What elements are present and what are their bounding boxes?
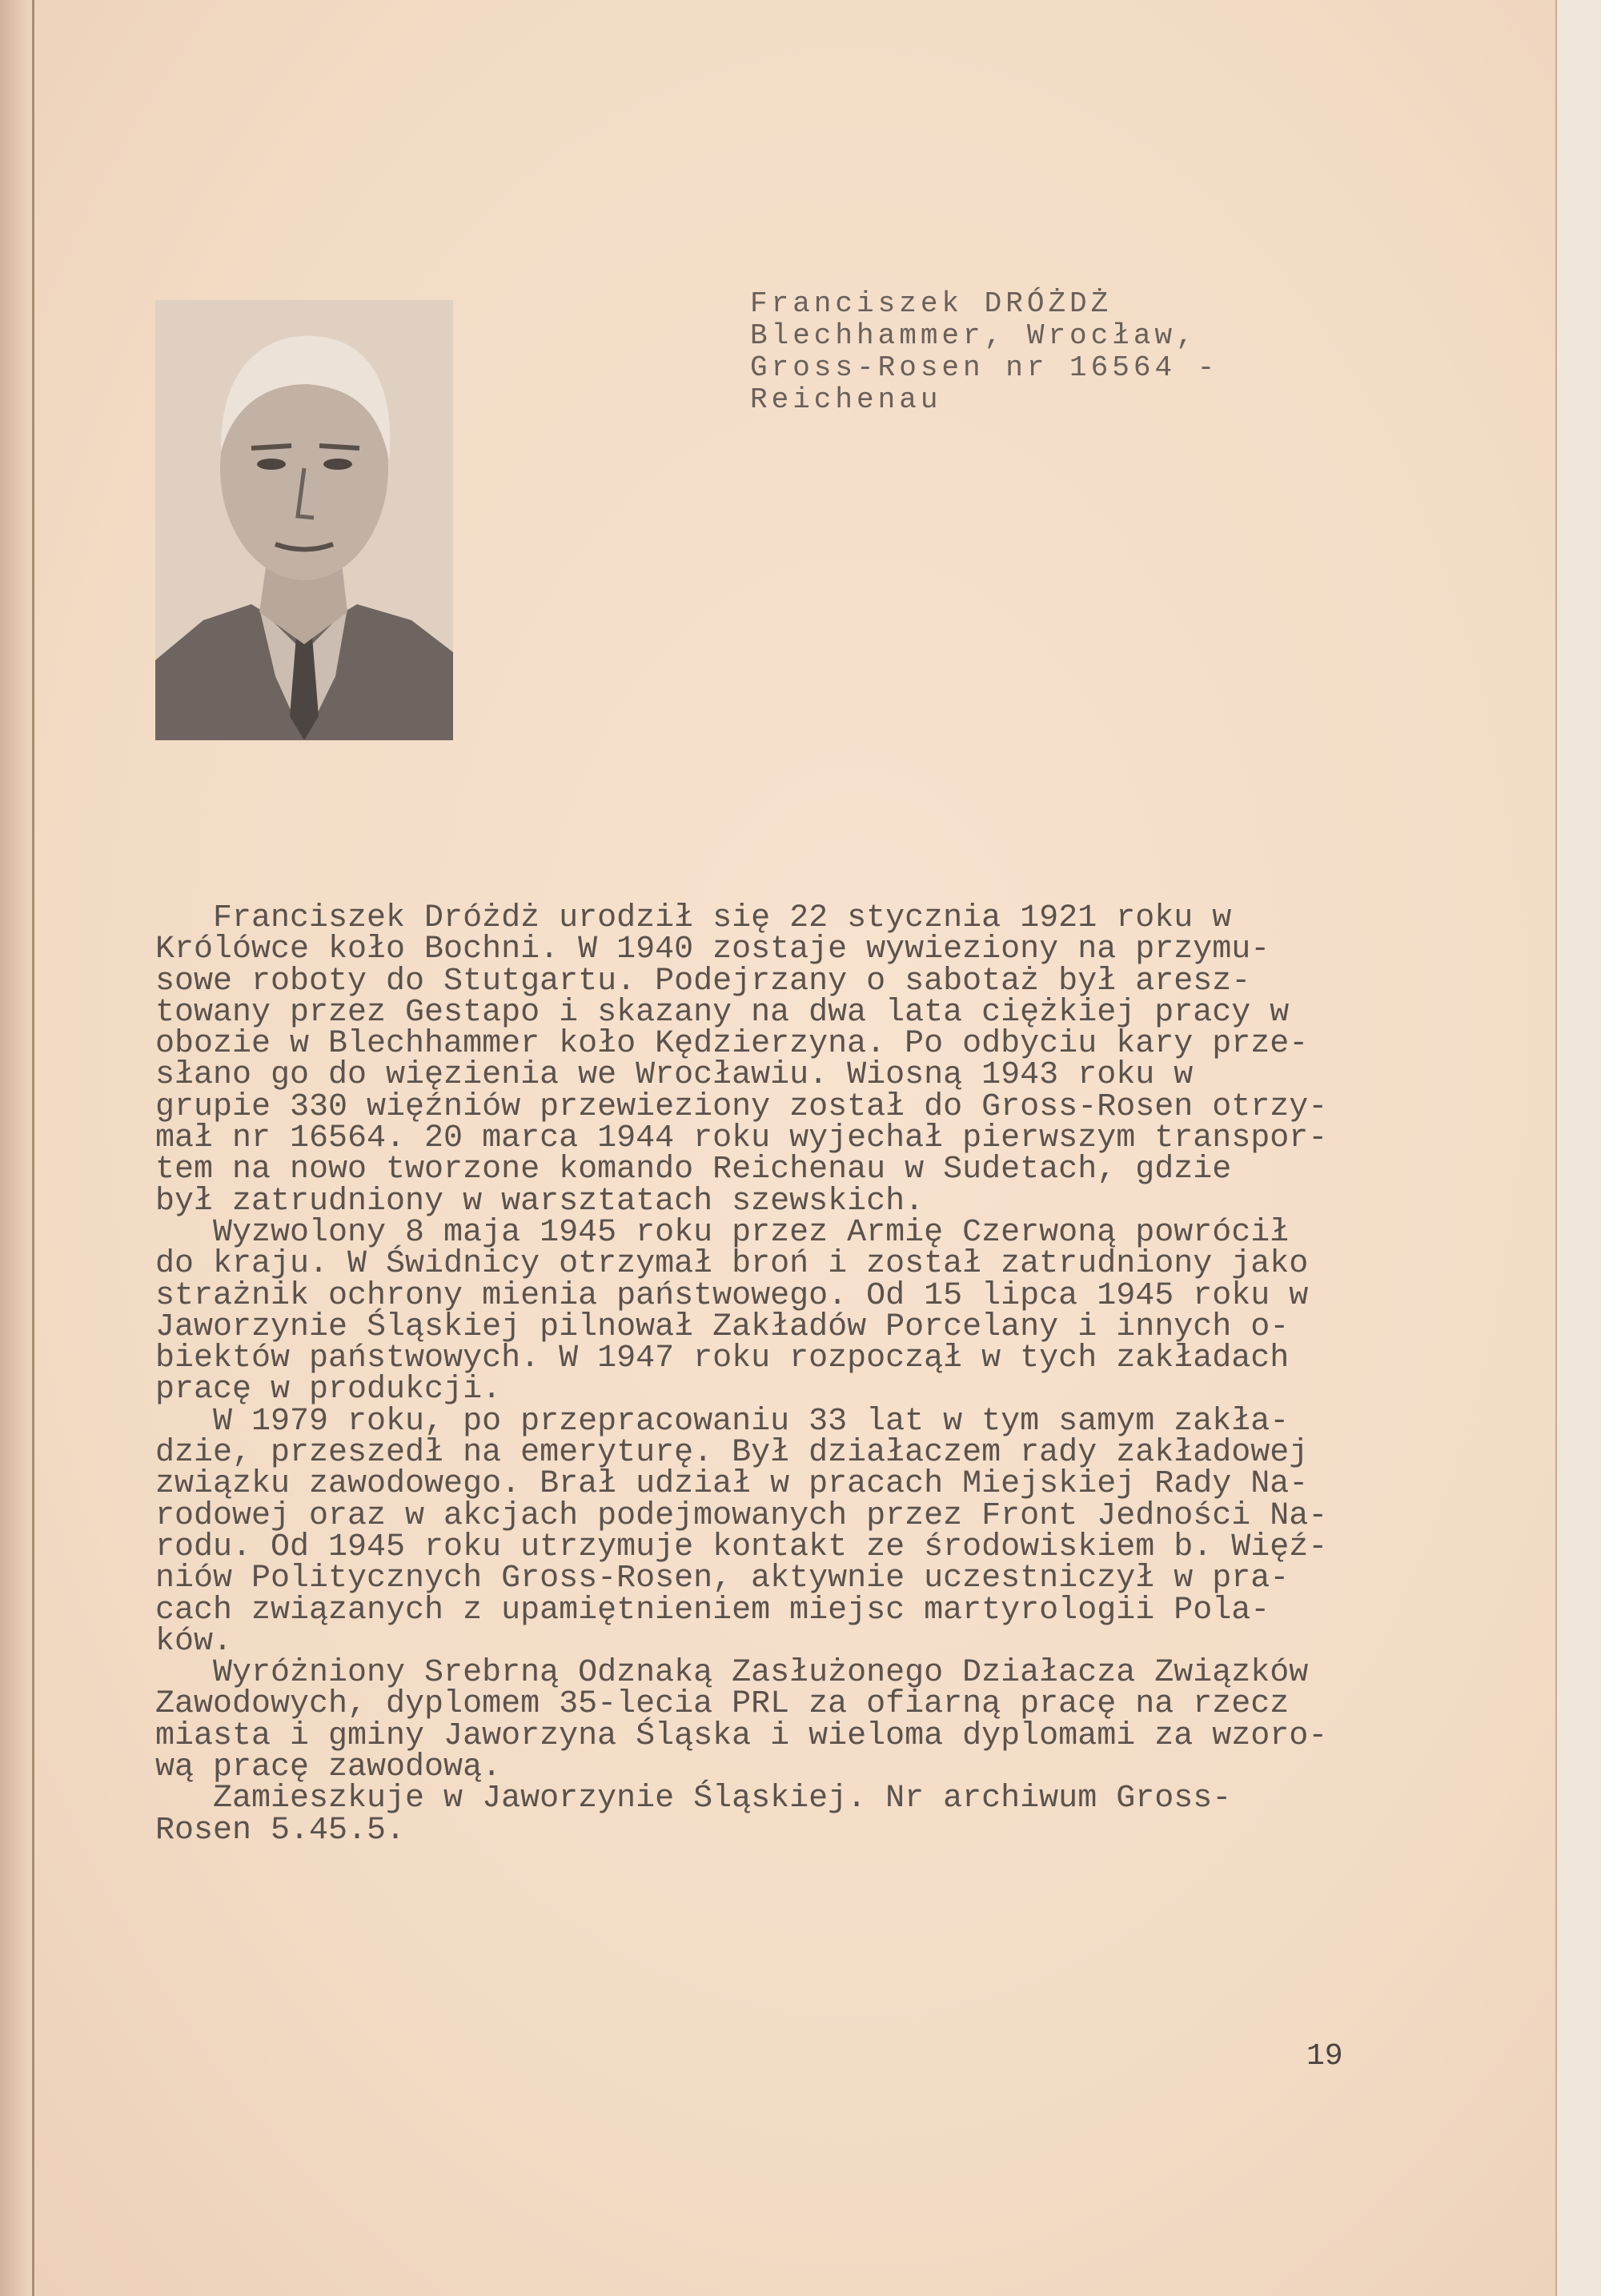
text-line: rodu. Od 1945 roku utrzymuje kontakt ze środowiskiem b. Więź- (155, 1529, 1328, 1565)
subcamp-line: Reichenau (750, 383, 942, 416)
prisoner-number-line: Gross-Rosen nr 16564 - (750, 351, 1219, 384)
text-line: dzie, przeszedł na emeryturę. Był działaczem rady zakładowej (155, 1435, 1309, 1472)
book-binding (0, 0, 35, 2296)
text-line: rodowej oraz w akcjach podejmowanych przez Front Jedności Na- (155, 1497, 1328, 1534)
biography-text (155, 900, 1328, 1849)
text-line: Wyzwolony 8 maja 1945 roku przez Armię Czerwoną powrócił (155, 1214, 1290, 1251)
text-line: Zawodowych, dyplomem 35-lecia PRL za ofiarną pracę na rzecz (155, 1686, 1290, 1723)
text-line: Wyróżniony Srebrną Odznaką Zasłużonego Działacza Związków (155, 1655, 1309, 1692)
text-line: Zamieszkuje w Jaworzynie Śląskiej. Nr archiwum Gross- (155, 1781, 1232, 1817)
text-line: towany przez Gestapo i skazany na dwa lata ciężkiej pracy w (155, 994, 1290, 1031)
page-edge (1555, 0, 1601, 2296)
entry-header (750, 288, 1218, 416)
text-line: sowe roboty do Stutgartu. Podejrzany o sabotaż był aresz- (155, 963, 1251, 1000)
text-line: związku zawodowego. Brał udział w pracach Miejskiej Rady Na- (155, 1466, 1309, 1503)
text-line: obozie w Blechhammer koło Kędzierzyna. Po odbyciu kary prze- (155, 1026, 1309, 1063)
text-line: ków. (155, 1623, 233, 1660)
text-line: mał nr 16564. 20 marca 1944 roku wyjechał pierwszym transpor- (155, 1120, 1328, 1157)
binding-fold-line (32, 0, 34, 2296)
text-line: wą pracę zawodową. (155, 1749, 502, 1786)
portrait-photo (155, 300, 453, 740)
camps-line: Blechhammer, Wrocław, (750, 319, 1198, 352)
text-line: Jaworzynie Śląskiej pilnował Zakładów Porcelany i innych o- (155, 1308, 1290, 1345)
prisoner-name: Franciszek DRÓŻDŻ (750, 287, 1113, 320)
text-line: tem na nowo tworzone komando Reichenau w Sudetach, gdzie (155, 1152, 1232, 1188)
text-line: grupie 330 więźniów przewieziony został do Gross-Rosen otrzy- (155, 1088, 1328, 1125)
text-line: cach związanych z upamiętnieniem miejsc martyrologii Pola- (155, 1592, 1270, 1629)
page-number: 19 (1306, 2039, 1343, 2074)
text-line: strażnik ochrony mienia państwowego. Od 15 lipca 1945 roku w (155, 1277, 1309, 1314)
text-line: Rosen 5.45.5. (155, 1812, 406, 1849)
text-line: do kraju. W Świdnicy otrzymał broń i został zatrudniony jako (155, 1246, 1309, 1283)
text-line: słano go do więzienia we Wrocławiu. Wiosną 1943 roku w (155, 1057, 1194, 1094)
text-line: był zatrudniony w warsztatach szewskich. (155, 1183, 925, 1220)
text-line: miasta i gminy Jaworzyna Śląska i wieloma dyplomami za wzoro- (155, 1717, 1328, 1754)
text-line: niów Politycznych Gross-Rosen, aktywnie uczestniczył w pra- (155, 1561, 1290, 1597)
text-line: Franciszek Dróżdż urodził się 22 stycznia 1921 roku w (155, 900, 1232, 936)
text-line: pracę w produkcji. (155, 1372, 502, 1408)
text-line: Królówce koło Bochni. W 1940 zostaje wywieziony na przymu- (155, 932, 1270, 968)
text-line: W 1979 roku, po przepracowaniu 33 lat w tym samym zakła- (155, 1403, 1290, 1440)
text-line: biektów państwowych. W 1947 roku rozpoczął w tych zakładach (155, 1340, 1290, 1377)
